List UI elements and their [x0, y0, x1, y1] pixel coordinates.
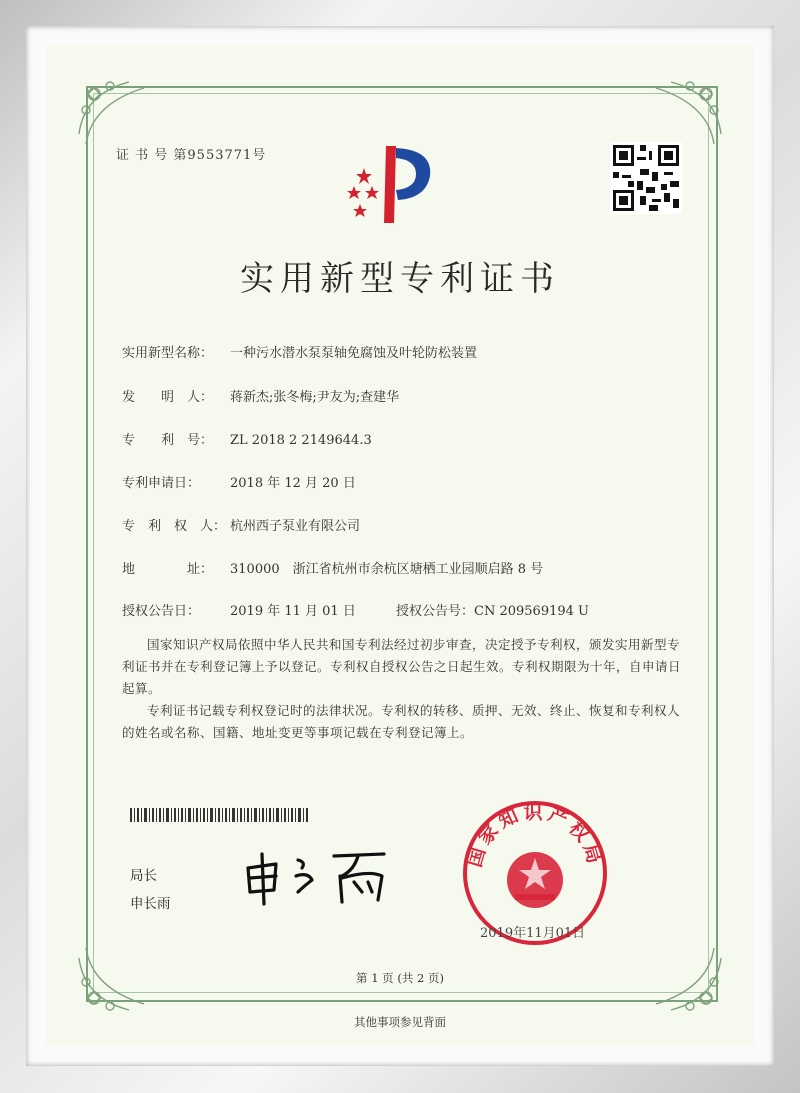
field-label: 专 利 号：	[122, 433, 214, 448]
seal-text: 国家知识产权局	[463, 801, 607, 870]
field-patent-number	[122, 429, 372, 448]
statement-paragraph: 国家知识产权局依照中华人民共和国专利法经过初步审查，决定授予专利权，颁发实用新型专利证书并在专利登记簿上予以登记。专利权自授权公告之日起生效。专利权期限为十年，自申请日起算。	[122, 637, 682, 696]
field-label: 实用新型名称：	[122, 346, 214, 361]
field-value: 一种污水潜水泵泵轴免腐蚀及叶轮防松装置	[230, 346, 478, 361]
field-value: ZL 2018 2 2149644.3	[230, 433, 372, 448]
field-label: 专 利 权 人：	[122, 519, 227, 534]
certificate-title: 实用新型专利证书	[240, 259, 560, 299]
page-number: 第 1 页 (共 2 页)	[356, 971, 444, 985]
field-label: 授权公告日：	[122, 604, 201, 619]
field-inventors	[122, 386, 399, 405]
field-label: 发 明 人：	[122, 390, 214, 405]
qr-code-icon	[610, 142, 682, 214]
field-value: 蒋新杰;张冬梅;尹友为;查建华	[230, 390, 400, 405]
footer-note: 其他事项参见背面	[354, 1015, 446, 1029]
field-value: 2019 年 11 月 01 日	[230, 604, 356, 619]
field-application-date	[122, 472, 356, 491]
field-label: 授权公告号：	[396, 604, 475, 619]
signer-title: 局长	[130, 868, 157, 884]
certificate-paper	[46, 46, 754, 1046]
stamp-date: 2019年11月01日	[480, 926, 586, 941]
patent-office-logo-icon	[338, 138, 448, 228]
field-value: 2018 年 12 月 20 日	[230, 476, 356, 491]
field-grant-date	[122, 600, 356, 619]
field-value: 310000 浙江省杭州市余杭区塘栖工业园顺启路 8 号	[230, 562, 544, 577]
field-address	[122, 558, 543, 577]
field-value: 杭州西子泵业有限公司	[230, 519, 361, 534]
certificate-number: 证 书 号 第9553771号	[116, 148, 267, 163]
barcode-icon	[130, 808, 310, 822]
statement-paragraph: 专利证书记载专利权登记时的法律状况。专利权的转移、质押、无效、终止、恢复和专利权人的姓名或名称、国籍、地址变更等事项记载在专利登记簿上。	[122, 703, 681, 740]
field-label: 地 址：	[122, 562, 214, 577]
field-patentee	[122, 515, 360, 534]
field-label: 专利申请日：	[122, 476, 201, 491]
field-utility-model-name	[122, 342, 477, 361]
signer-name: 申长雨	[130, 896, 171, 912]
field-grant-number	[396, 600, 589, 619]
handwritten-signature-icon	[242, 846, 402, 906]
field-value: CN 209569194 U	[474, 604, 589, 619]
